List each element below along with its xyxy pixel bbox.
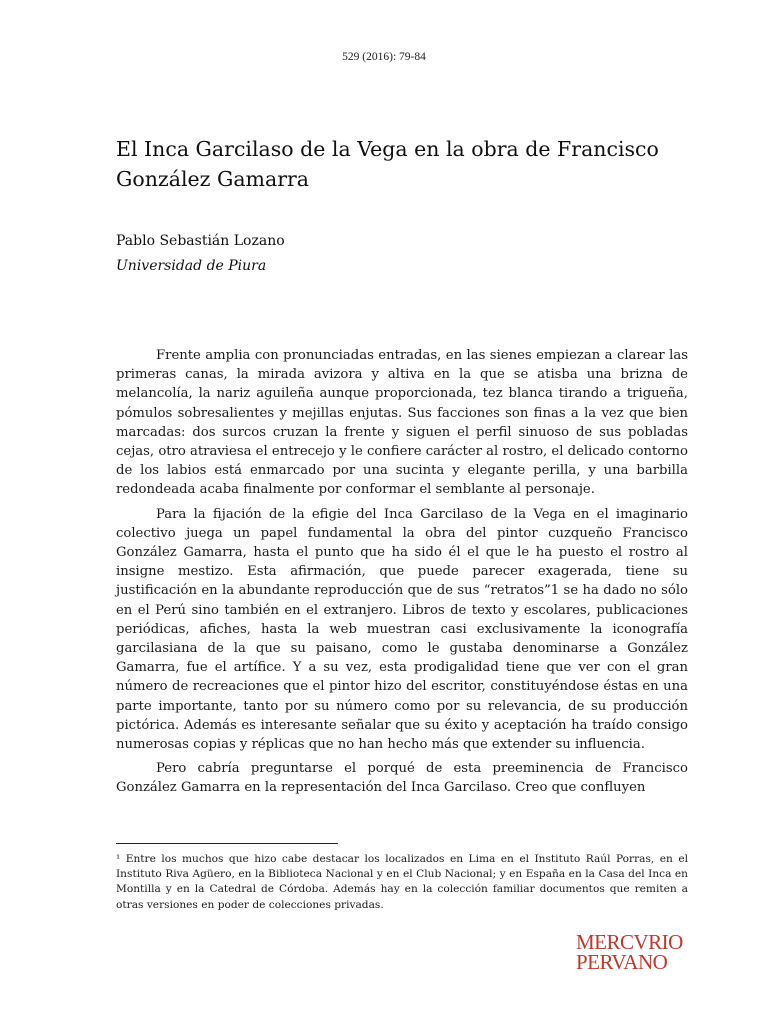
author-name: Pablo Sebastián Lozano [116, 233, 285, 249]
article-title: El Inca Garcilaso de la Vega en la obra de Francisco González Gamarra [116, 137, 659, 191]
footnote: ¹ Entre los muchos que hizo cabe destacar los localizados en Lima en el Instituto Raúl Porras, en el Instituto Riva Agüero, en la Biblioteca Nacional y en el Club Nacional; y en España en la Casa del Inca en Montilla y en la Catedral de Córdoba. Además hay en la colección familiar documentos que remiten a otras versiones en poder de colecciones privadas. [116, 853, 688, 911]
article-body [116, 346, 688, 803]
journal-logo [576, 932, 690, 972]
body-paragraph: Para la fijación de la efigie del Inca Garcilaso de la Vega en el imaginario colectivo juega un papel fundamental la obra del pintor cuzqueño Francisco González Gamarra, hasta el punto que ha sido él el que le ha puesto el rostro al insigne mestizo. Esta afirmación, que puede parecer exagerada, tiene su justificación en la abundante reproducción que de sus “retratos”1 se ha dado no sólo en el Perú sino también en el extranjero. Libros de texto y escolares, publicaciones periódicas, afiches, hasta la web muestran casi exclusivamente la iconografía garcilasiana de la que su paisano, como le gustaba denominarse a González Gamarra, fue el artífice. Y a su vez, esta prodigalidad tiene que ver con el gran número de recreaciones que el pintor hizo del escritor, constituyéndose éstas en una parte importante, tanto por su número como por su relevancia, de su producción pictórica. Además es interesante señalar que su éxito y aceptación ha traído consigo numerosas copias y réplicas que no han hecho más que extender su influencia. [116, 506, 688, 753]
logo-line-1: MERCVRIO [576, 930, 683, 954]
body-paragraph: Pero cabría preguntarse el porqué de esta preeminencia de Francisco González Gamarra en la representación del Inca Garcilaso. Creo que confluyen [116, 761, 688, 796]
author-affiliation: Universidad de Piura [116, 258, 267, 274]
logo-line-2: PERVANO [576, 950, 668, 974]
body-paragraph: Frente amplia con pronunciadas entradas, en las sienes empiezan a clarear las primeras canas, la mirada avizora y altiva en la que se atisba una brizna de melancolía, la nariz aguileña aunque proporcionada, tez blanca tirando a trigueña, pómulos sobresalientes y mejillas enjutas. Sus facciones son finas a la vez que bien marcadas: dos surcos cruzan la frente y siguen el perfil sinuoso de sus pobladas cejas, otro atraviesa el entrecejo y le confiere carácter al rostro, el delicado contorno de los labios está enmarcado por una sucinta y elegante perilla, y una barbilla redondeada acaba finalmente por conformar el semblante al personaje. [116, 348, 688, 498]
journal-reference: 529 (2016): 79-84 [342, 51, 426, 63]
footnote-divider [116, 843, 338, 844]
